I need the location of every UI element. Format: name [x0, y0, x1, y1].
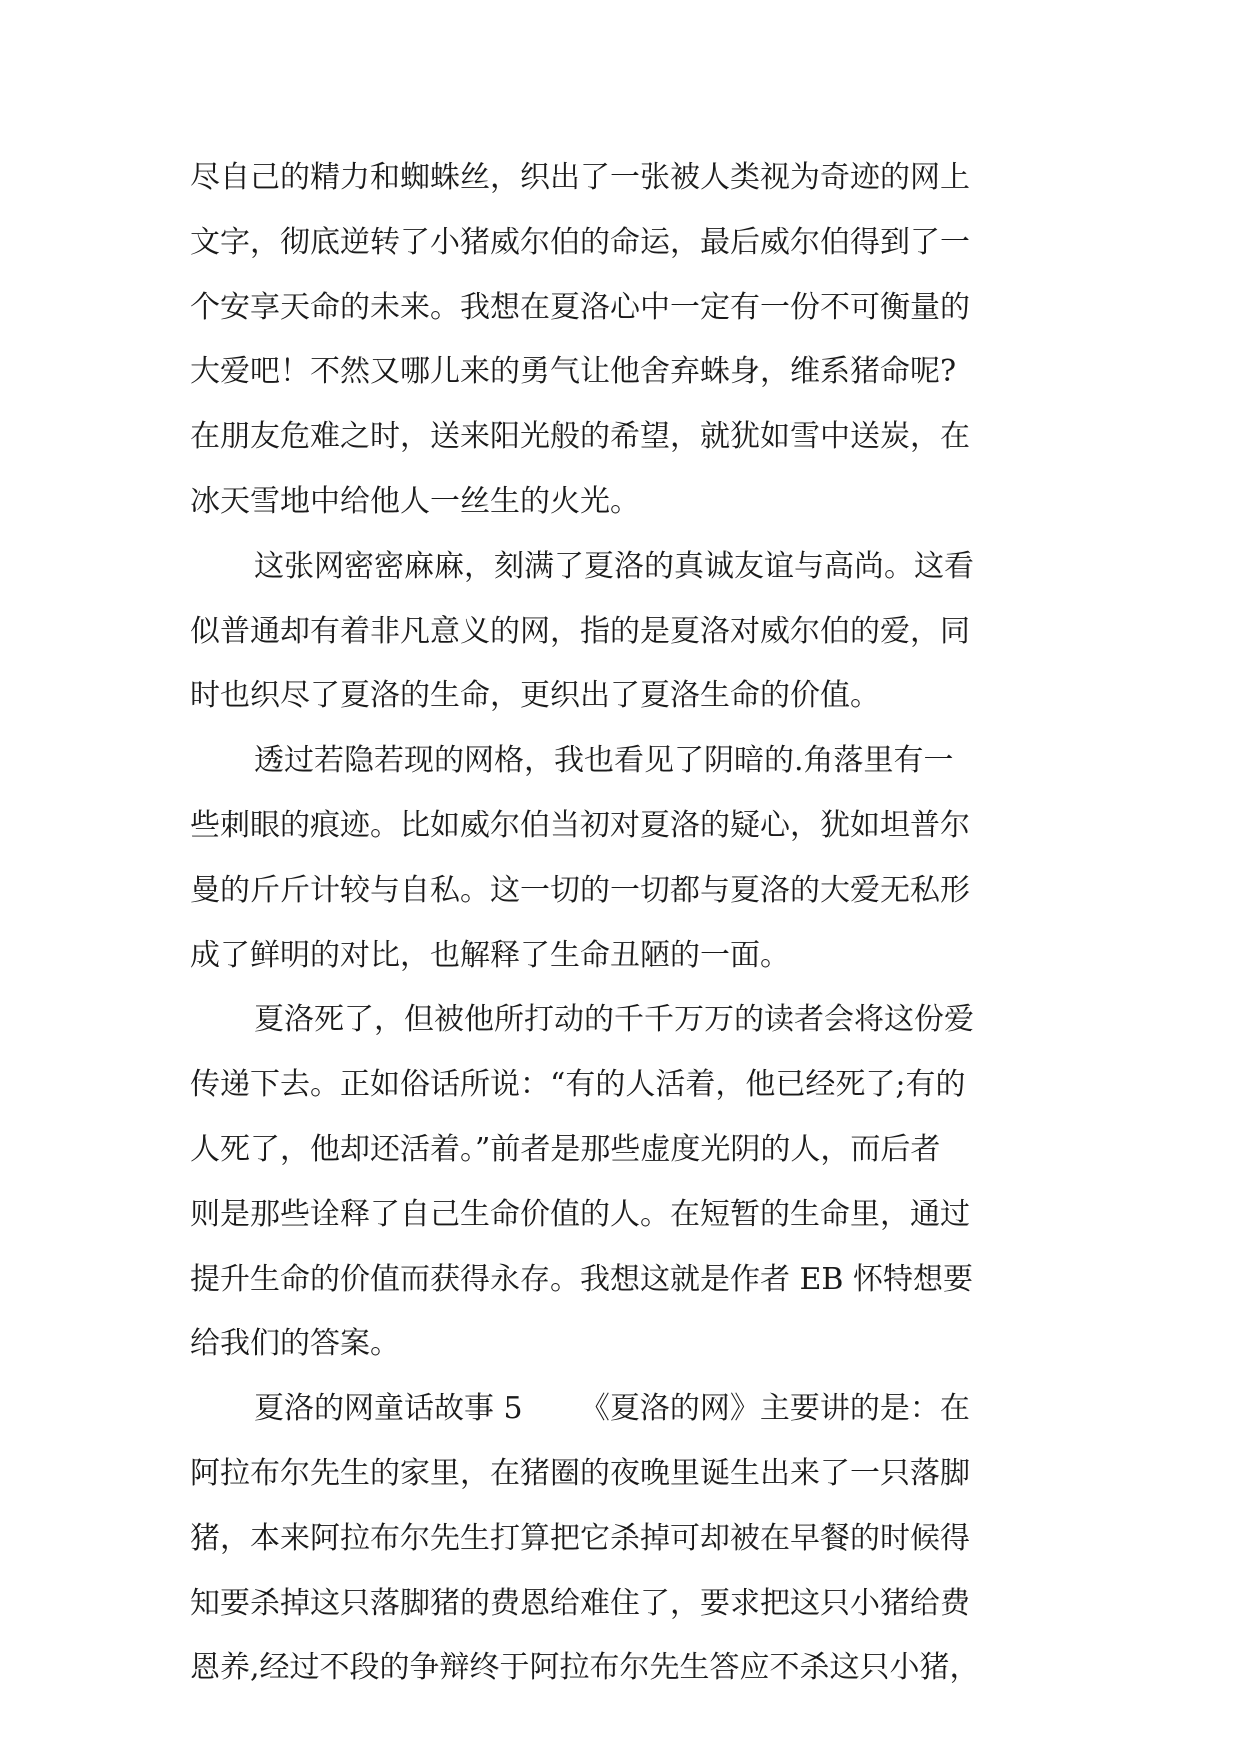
text-line: 些刺眼的痕迹。比如威尔伯当初对夏洛的疑心，犹如坦普尔 [190, 807, 970, 843]
text-line: 在朋友危难之时，送来阳光般的希望，就犹如雪中送炭，在 [190, 419, 970, 455]
paragraph-first-line: 夏洛的网童话故事 5 《夏洛的网》主要讲的是：在 [254, 1391, 970, 1427]
text-line: 时也织尽了夏洛的生命，更织出了夏洛生命的价值。 [190, 678, 880, 714]
text-line: 曼的斤斤计较与自私。这一切的一切都与夏洛的大爱无私形 [190, 872, 970, 908]
text-line: 人死了，他却还活着。”前者是那些虚度光阴的人，而后者 [190, 1131, 941, 1167]
text-line: 成了鲜明的对比，也解释了生命丑陋的一面。 [190, 937, 790, 973]
text-line: 给我们的答案。 [190, 1326, 400, 1362]
paragraph-first-line: 夏洛死了，但被他所打动的千千万万的读者会将这份爱 [254, 1002, 974, 1038]
text-line: 知要杀掉这只落脚猪的费恩给难住了，要求把这只小猪给费 [190, 1585, 970, 1621]
text-line: 传递下去。正如俗话所说：“有的人活着，他已经死了;有的 [190, 1067, 966, 1103]
text-line: 尽自己的精力和蜘蛛丝，织出了一张被人类视为奇迹的网上 [190, 160, 970, 195]
text-line: 个安享天命的未来。我想在夏洛心中一定有一份不可衡量的 [190, 289, 970, 325]
document-body [190, 146, 1050, 1701]
paragraph-first-line: 透过若隐若现的网格，我也看见了阴暗的.角落里有一 [254, 743, 954, 779]
text-line: 则是那些诠释了自己生命价值的人。在短暂的生命里，通过 [190, 1196, 970, 1232]
text-line: 猪，本来阿拉布尔先生打算把它杀掉可却被在早餐的时候得 [190, 1520, 970, 1556]
paragraph-first-line: 这张网密密麻麻，刻满了夏洛的真诚友谊与高尚。这看 [254, 548, 974, 584]
text-line: 大爱吧！不然又哪儿来的勇气让他舍弃蛛身，维系猪命呢? [190, 354, 957, 390]
text-line: 文字，彻底逆转了小猪威尔伯的命运，最后威尔伯得到了一 [190, 224, 970, 260]
text-line: 提升生命的价值而获得永存。我想这就是作者 EB 怀特想要 [190, 1261, 974, 1297]
text-line: 阿拉布尔先生的家里，在猪圈的夜晚里诞生出来了一只落脚 [190, 1455, 970, 1491]
text-line: 似普通却有着非凡意义的网，指的是夏洛对威尔伯的爱，同 [190, 613, 970, 649]
text-line: 恩养,经过不段的争辩终于阿拉布尔先生答应不杀这只小猪， [190, 1650, 980, 1686]
text-line: 冰天雪地中给他人一丝生的火光。 [190, 483, 640, 519]
